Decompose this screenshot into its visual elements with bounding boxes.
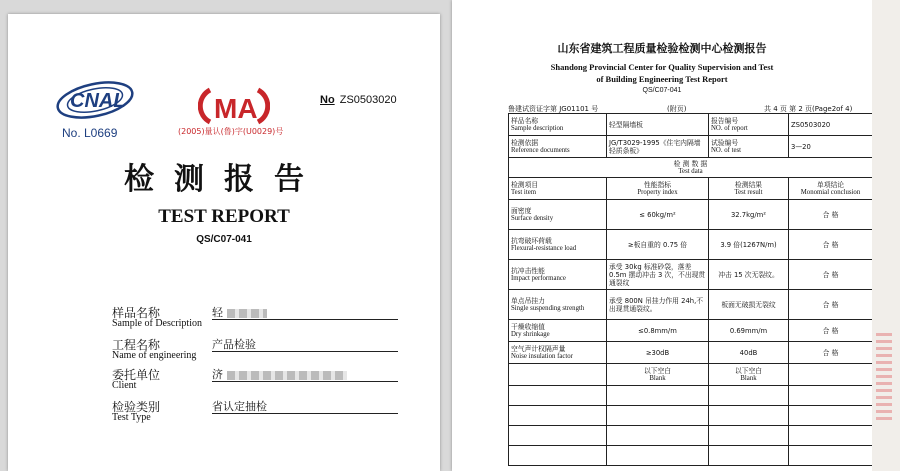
cma-certificate-number: (2005)量认(鲁)字(U0029)号 bbox=[178, 127, 284, 136]
field-test-type bbox=[112, 398, 412, 430]
table-row bbox=[509, 290, 873, 320]
field-value-text: 济 bbox=[212, 368, 223, 381]
table-cell bbox=[509, 386, 607, 406]
field-label-en: Name of engineering bbox=[112, 350, 197, 361]
table-cell bbox=[509, 426, 607, 446]
table-cell bbox=[789, 386, 873, 406]
cell-label-cn: 样品名称 bbox=[511, 116, 539, 125]
field-value bbox=[212, 304, 398, 320]
red-stamp-icon bbox=[876, 330, 892, 420]
table-cell bbox=[789, 426, 873, 446]
table-row bbox=[509, 386, 873, 406]
report-number bbox=[320, 94, 397, 106]
item-cn: 抗弯破坏荷载 bbox=[511, 236, 552, 245]
cover-page bbox=[8, 14, 440, 471]
table-cell: 承受 30kg 标准砂袋，落差 0.5m 摆动冲击 3 次，不出现贯通裂纹 bbox=[607, 260, 709, 290]
table-cell bbox=[509, 290, 607, 320]
redacted-text bbox=[227, 309, 267, 318]
column-header bbox=[607, 178, 709, 200]
certificate-number: 鲁建试资证字第 JG01101 号 bbox=[508, 105, 599, 113]
table-cell bbox=[607, 426, 709, 446]
header-cn: 检测项目 bbox=[511, 180, 539, 189]
table-cell: ≥30dB bbox=[607, 342, 709, 364]
cnal-number: No. L0669 bbox=[62, 126, 118, 140]
header-en: Test item bbox=[511, 188, 537, 196]
table-row bbox=[509, 230, 873, 260]
section-label-cn: 检 测 数 据 bbox=[673, 159, 708, 168]
blank-cn: 以下空白 bbox=[734, 366, 763, 375]
table-cell: 承受 800N 吊挂力作用 24h,不出现贯通裂纹。 bbox=[607, 290, 709, 320]
field-label-cn: 检验类别 bbox=[112, 400, 161, 414]
table-cell bbox=[789, 446, 873, 466]
item-en: Single suspending strength bbox=[511, 304, 585, 312]
table-cell bbox=[789, 364, 873, 386]
table-row bbox=[509, 364, 873, 386]
page-counter: 共 4 页 第 2 页(Page2of 4) bbox=[764, 105, 853, 113]
table-cell: ≤0.8mm/m bbox=[607, 320, 709, 342]
field-client bbox=[112, 366, 412, 398]
table-section-header bbox=[509, 158, 873, 178]
header-en: Property index bbox=[637, 188, 678, 196]
field-label-en: Client bbox=[112, 380, 137, 391]
field-label-en: Test Type bbox=[112, 412, 151, 423]
item-en: Dry shrinkage bbox=[511, 330, 550, 338]
no-mark: No bbox=[320, 94, 335, 106]
title-english: TEST REPORT bbox=[158, 206, 290, 227]
table-cell bbox=[509, 260, 607, 290]
table-cell bbox=[709, 426, 789, 446]
table-cell: ZS0503020 bbox=[789, 114, 873, 136]
table-cell: 合 格 bbox=[789, 342, 873, 364]
field-label-cn: 工程名称 bbox=[112, 338, 161, 352]
table-cell: 轻型隔墙板 bbox=[607, 114, 709, 136]
table-cell bbox=[509, 406, 607, 426]
table-row bbox=[509, 136, 873, 158]
table-cell: ≤ 60kg/m² bbox=[607, 200, 709, 230]
table-cell bbox=[607, 446, 709, 466]
table-cell bbox=[709, 386, 789, 406]
table-header-row bbox=[509, 178, 873, 200]
title-chinese: 检测报告 bbox=[124, 162, 324, 197]
cell-label-cn: 报告编号 bbox=[711, 116, 739, 125]
header-cn: 检测结果 bbox=[734, 180, 763, 189]
table-cell: 3.9 倍(1267N/m) bbox=[709, 230, 789, 260]
table-cell bbox=[607, 406, 709, 426]
field-engineering bbox=[112, 336, 412, 368]
cma-logo-text: MA bbox=[214, 93, 258, 124]
table-row bbox=[509, 342, 873, 364]
attachment-label: (附页) bbox=[667, 105, 687, 113]
table-cell bbox=[509, 114, 607, 136]
table-row bbox=[509, 406, 873, 426]
cell-label-cn: 试验编号 bbox=[711, 138, 739, 147]
item-cn: 抗冲击性能 bbox=[511, 266, 545, 275]
table-cell: 合 格 bbox=[789, 320, 873, 342]
field-value-text: 轻 bbox=[212, 306, 223, 319]
table-cell: JG/T3029-1995《住宅内隔墙轻质条板》 bbox=[607, 136, 709, 158]
table-row bbox=[509, 320, 873, 342]
table-row bbox=[509, 158, 873, 178]
table-cell: 40dB bbox=[709, 342, 789, 364]
blank-en: Blank bbox=[649, 374, 666, 382]
field-label-cn: 样品名称 bbox=[112, 306, 161, 320]
table-cell bbox=[709, 406, 789, 426]
table-cell bbox=[789, 406, 873, 426]
cma-logo-icon bbox=[198, 82, 270, 130]
table-cell bbox=[709, 114, 789, 136]
item-en: Surface density bbox=[511, 214, 554, 222]
center-title-english-line2: of Building Engineering Test Report bbox=[596, 74, 728, 84]
blank-cn: 以下空白 bbox=[643, 366, 672, 375]
table-row bbox=[509, 446, 873, 466]
header-en: Test result bbox=[734, 188, 763, 196]
table-cell bbox=[709, 446, 789, 466]
item-cn: 面密度 bbox=[511, 206, 532, 215]
table-cell bbox=[607, 386, 709, 406]
table-cell bbox=[509, 446, 607, 466]
center-title-english-line1: Shandong Provincial Center for Quality Supervision and Test bbox=[550, 62, 774, 72]
item-cn: 空气声计权隔声量 bbox=[511, 344, 566, 353]
item-en: Impact performance bbox=[511, 274, 566, 282]
table-cell bbox=[509, 342, 607, 364]
item-cn: 干燥收缩值 bbox=[511, 322, 545, 331]
table-cell: 冲击 15 次无裂纹。 bbox=[709, 260, 789, 290]
table-cell: 板面无破损无裂纹 bbox=[709, 290, 789, 320]
cnal-logo-icon bbox=[50, 74, 140, 128]
table-cell bbox=[709, 136, 789, 158]
table-cell: 0.69mm/m bbox=[709, 320, 789, 342]
field-sample bbox=[112, 304, 412, 336]
item-en: Flexural-resistance load bbox=[511, 244, 577, 252]
table-cell bbox=[509, 230, 607, 260]
field-value bbox=[212, 366, 398, 382]
table-cell bbox=[607, 364, 709, 386]
adjacent-page-edge bbox=[872, 0, 900, 471]
table-cell: 合 格 bbox=[789, 230, 873, 260]
redacted-text bbox=[227, 371, 347, 380]
blank-en: Blank bbox=[740, 374, 757, 382]
header-en: Monomial conclusion bbox=[800, 188, 861, 196]
data-page bbox=[452, 0, 872, 471]
field-label-cn: 委托单位 bbox=[112, 368, 161, 382]
cell-label-cn: 检测依据 bbox=[511, 138, 539, 147]
center-title-chinese: 山东省建筑工程质量检验检测中心检测报告 bbox=[557, 42, 767, 55]
field-label-en: Sample of Description bbox=[112, 318, 202, 329]
table-cell bbox=[509, 320, 607, 342]
table-cell: 合 格 bbox=[789, 200, 873, 230]
field-value-text: 产品检验 bbox=[212, 338, 256, 351]
cell-label-en: NO. of report bbox=[711, 124, 748, 132]
header-cn: 单项结论 bbox=[816, 180, 845, 189]
document-code: QS/C07-041 bbox=[642, 87, 682, 94]
field-value bbox=[212, 398, 398, 414]
table-row bbox=[509, 260, 873, 290]
field-value-text: 省认定抽检 bbox=[212, 400, 267, 413]
report-number-value: ZS0503020 bbox=[339, 94, 397, 106]
section-label-en: Test data bbox=[678, 167, 703, 175]
cnal-logo-text: CNAL bbox=[70, 90, 126, 112]
column-header bbox=[789, 178, 873, 200]
test-data-table bbox=[508, 113, 872, 466]
table-cell: 3—20 bbox=[789, 136, 873, 158]
document-code: QS/C07-041 bbox=[196, 234, 252, 245]
header-cn: 性能指标 bbox=[643, 180, 672, 189]
field-value bbox=[212, 336, 398, 352]
cell-label-en: Reference documents bbox=[511, 146, 570, 154]
table-cell: 32.7kg/m² bbox=[709, 200, 789, 230]
item-cn: 单点吊挂力 bbox=[511, 296, 545, 305]
table-cell bbox=[509, 136, 607, 158]
table-row bbox=[509, 426, 873, 446]
column-header bbox=[509, 178, 607, 200]
cell-label-en: Sample description bbox=[511, 124, 564, 132]
column-header bbox=[709, 178, 789, 200]
cell-label-en: NO. of test bbox=[711, 146, 742, 154]
table-cell: 合 格 bbox=[789, 290, 873, 320]
item-en: Noise insulation factor bbox=[511, 352, 573, 360]
table-row bbox=[509, 114, 873, 136]
table-row bbox=[509, 200, 873, 230]
table-cell: ≥板自重的 0.75 倍 bbox=[607, 230, 709, 260]
table-cell: 合 格 bbox=[789, 260, 873, 290]
table-cell bbox=[509, 200, 607, 230]
table-cell bbox=[709, 364, 789, 386]
table-cell bbox=[509, 364, 607, 386]
